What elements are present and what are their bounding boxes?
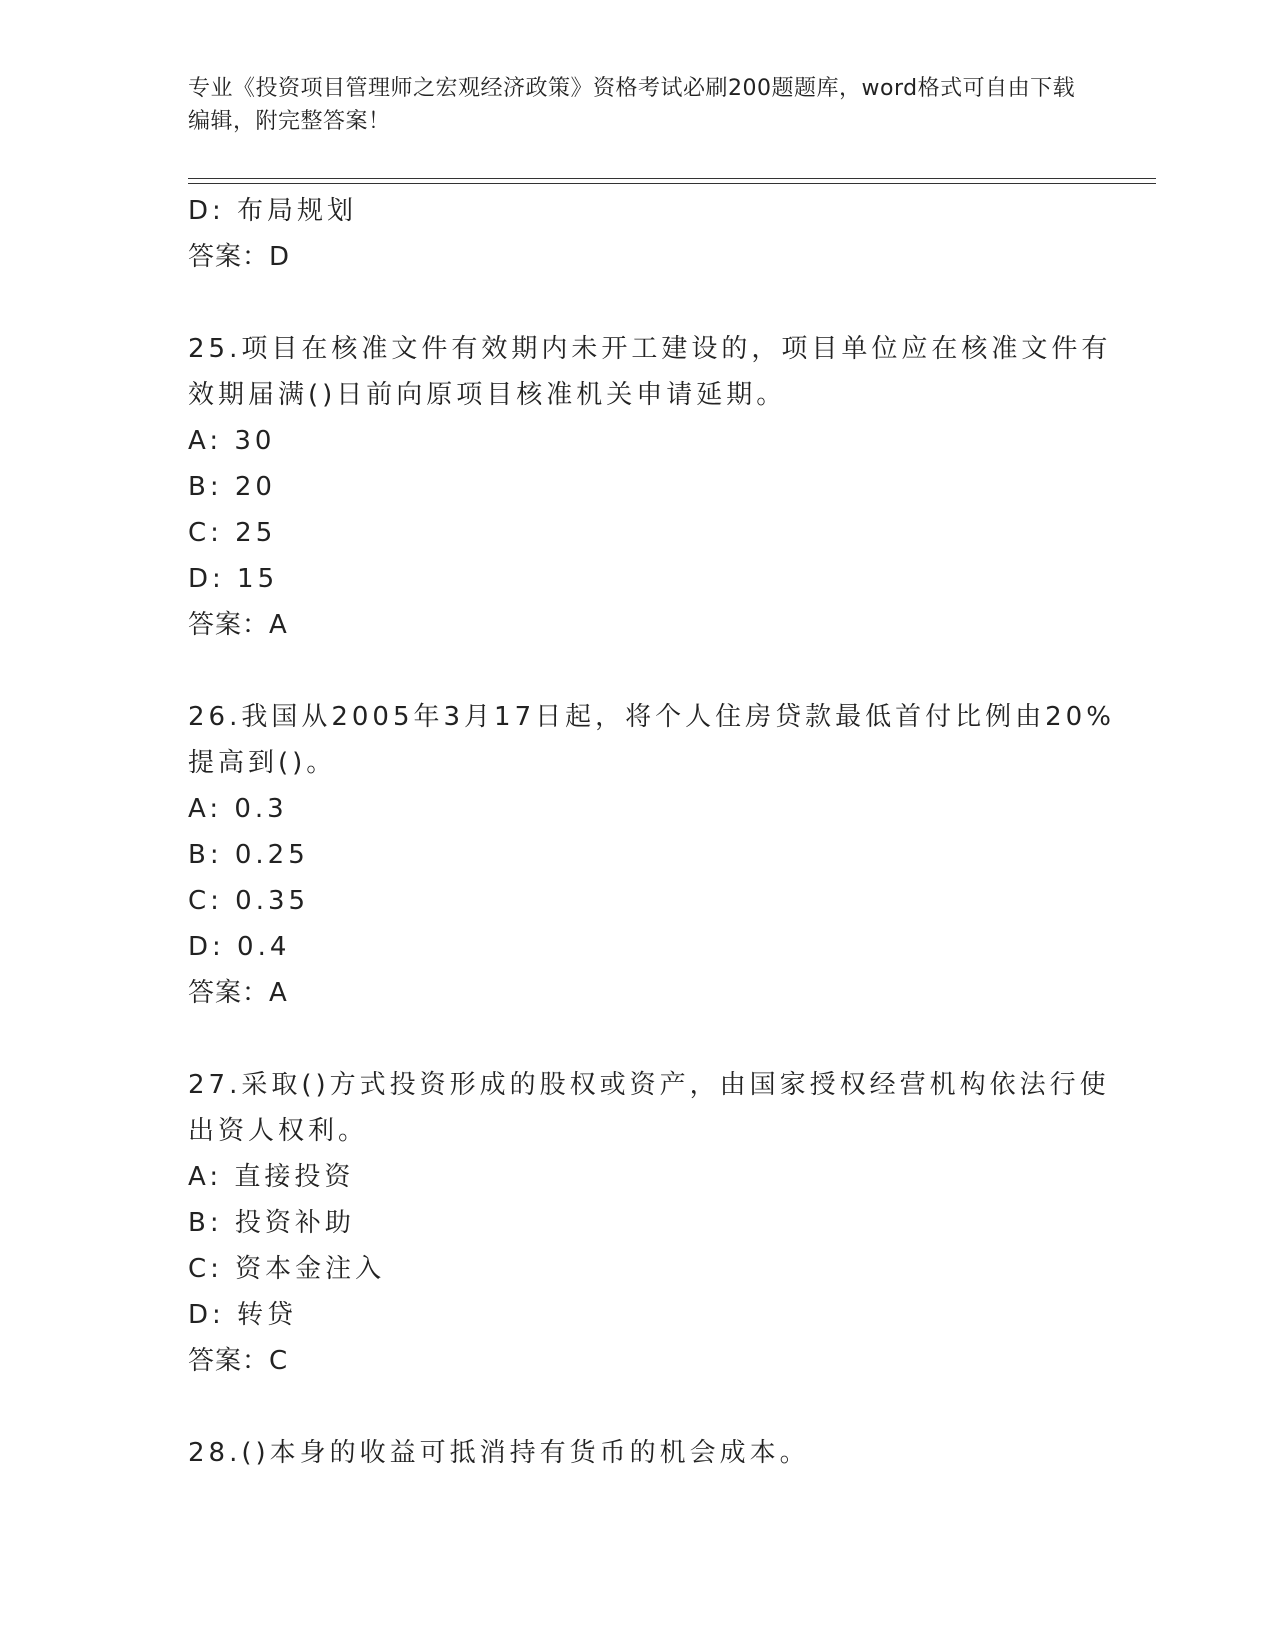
option-d: D: 布局规划 xyxy=(188,196,358,226)
option-b: B: 投资补助 xyxy=(188,1208,355,1238)
question-stem-line1: 28.()本身的收益可抵消持有货币的机会成本。 xyxy=(188,1438,810,1468)
question-25 xyxy=(188,326,1112,648)
prev-question-tail xyxy=(188,188,1108,280)
question-27 xyxy=(188,1062,1108,1384)
header-divider-top xyxy=(188,178,1156,179)
spacer xyxy=(188,648,1108,694)
option-d: D: 0.4 xyxy=(188,932,291,962)
question-list xyxy=(188,188,1115,1476)
option-c: C: 25 xyxy=(188,518,277,548)
option-a: A: 0.3 xyxy=(188,794,288,824)
option-c: C: 0.35 xyxy=(188,886,310,916)
option-b: B: 0.25 xyxy=(188,840,309,870)
document-header xyxy=(188,72,1078,138)
question-stem-line1: 27.采取()方式投资形成的股权或资产，由国家授权经营机构依法行使 xyxy=(188,1070,1110,1100)
header-divider-bottom xyxy=(188,183,1156,184)
question-stem-line2: 效期届满()日前向原项目核准机关申请延期。 xyxy=(188,380,787,410)
answer-line: 答案：C xyxy=(188,1346,289,1376)
question-stem-line2: 出资人权利。 xyxy=(188,1116,369,1146)
question-28 xyxy=(188,1430,1108,1476)
answer-line: 答案：A xyxy=(188,978,288,1008)
option-d: D: 15 xyxy=(188,564,279,594)
option-a: A: 直接投资 xyxy=(188,1162,355,1192)
option-b: B: 20 xyxy=(188,472,276,502)
option-c: C: 资本金注入 xyxy=(188,1254,386,1284)
question-26 xyxy=(188,694,1115,1016)
answer-line: 答案：A xyxy=(188,610,288,640)
spacer xyxy=(188,1384,1108,1430)
question-stem-line1: 26.我国从2005年3月17日起，将个人住房贷款最低首付比例由20% xyxy=(188,702,1115,732)
question-stem-line2: 提高到()。 xyxy=(188,748,337,778)
option-d: D: 转贷 xyxy=(188,1300,298,1330)
option-a: A: 30 xyxy=(188,426,276,456)
spacer xyxy=(188,1016,1108,1062)
spacer xyxy=(188,280,1108,326)
answer-line: 答案：D xyxy=(188,242,291,272)
header-text: 专业《投资项目管理师之宏观经济政策》资格考试必刷200题题库，word格式可自由下载编辑，附完整答案！ xyxy=(188,76,1076,134)
question-stem-line1: 25.项目在核准文件有效期内未开工建设的，项目单位应在核准文件有 xyxy=(188,334,1112,364)
